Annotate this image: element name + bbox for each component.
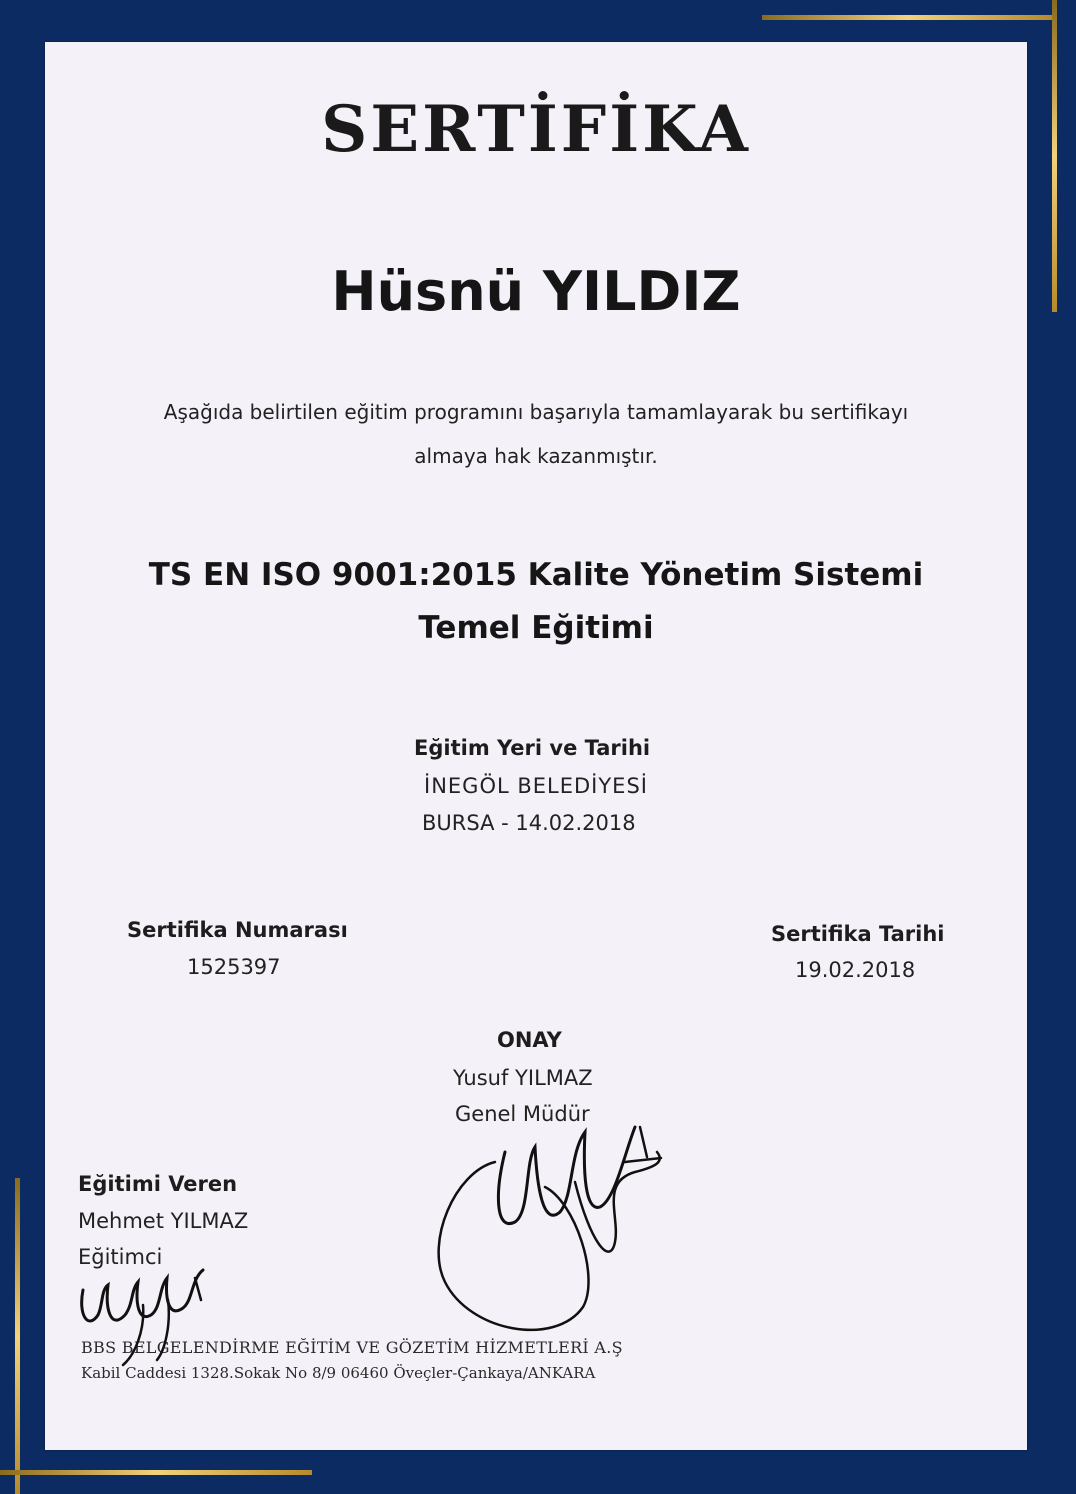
description-line-2: almaya hak kazanmıştır. [414, 444, 658, 468]
certificate-date-label: Sertifika Tarihi [771, 922, 945, 946]
certificate-title: SERTİFİKA [321, 92, 751, 167]
certificate-number-value: 1525397 [187, 955, 281, 979]
trainer-signature [73, 1260, 213, 1370]
approval-label: ONAY [497, 1028, 562, 1052]
gold-accent-left [15, 1178, 20, 1494]
place-line-2: BURSA - 14.02.2018 [422, 811, 636, 835]
gold-accent-right [1052, 0, 1057, 312]
trainer-name: Mehmet YILMAZ [78, 1209, 249, 1233]
certificate-paper [45, 42, 1027, 1450]
trainer-label: Eğitimi Veren [78, 1172, 238, 1196]
recipient-name: Hüsnü YILDIZ [331, 260, 741, 323]
company-name: BBS BELGELENDİRME EĞİTİM VE GÖZETİM HİZMETLERİ A.Ş [81, 1338, 623, 1357]
place-line-1: İNEGÖL BELEDİYESİ [424, 774, 648, 798]
course-title-line-1: TS EN ISO 9001:2015 Kalite Yönetim Sistemi [148, 557, 924, 593]
certificate-date-value: 19.02.2018 [795, 958, 916, 982]
certificate-number-label: Sertifika Numarası [127, 918, 348, 942]
description-line-1: Aşağıda belirtilen eğitim programını başarıyla tamamlayarak bu sertifikayı [163, 400, 909, 424]
approver-name: Yusuf YILMAZ [453, 1066, 593, 1090]
company-address: Kabil Caddesi 1328.Sokak No 8/9 06460 Öveçler-Çankaya/ANKARA [81, 1364, 596, 1382]
approver-title: Genel Müdür [455, 1102, 590, 1126]
approver-signature [425, 1092, 665, 1342]
course-title-line-2: Temel Eğitimi [418, 610, 654, 646]
place-date-label: Eğitim Yeri ve Tarihi [414, 736, 651, 760]
trainer-title: Eğitimci [78, 1245, 163, 1269]
gold-accent-top [762, 15, 1052, 20]
gold-accent-bottom [0, 1470, 312, 1475]
